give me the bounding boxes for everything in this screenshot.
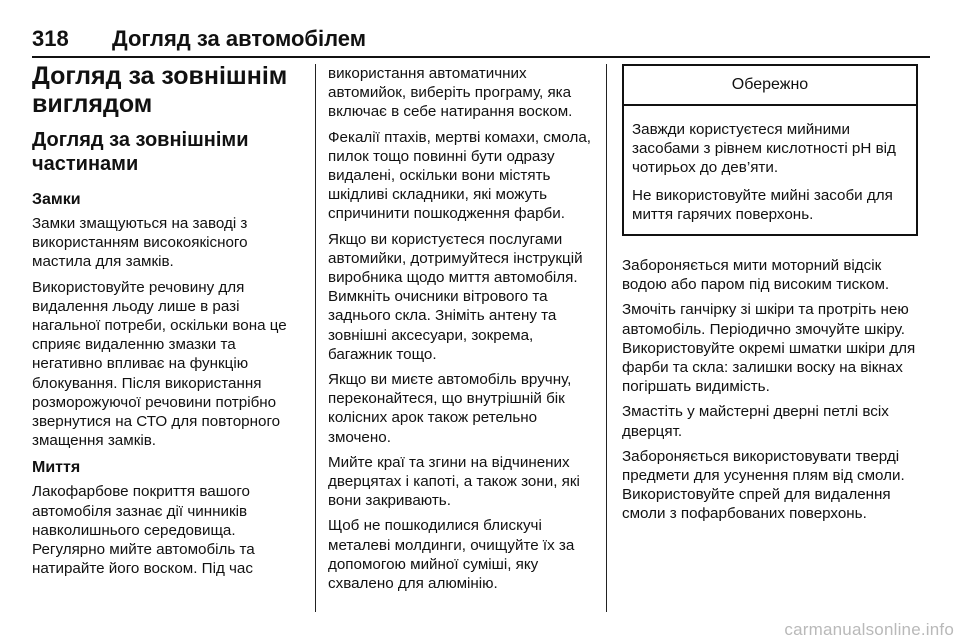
col2-paragraph-5: Мийте краї та згини на відчинених дверцятах і капоті, а також зони, які вони закривають. [328, 453, 580, 510]
column-divider-1 [315, 64, 316, 612]
caution-body [624, 106, 916, 234]
running-title: Догляд за автомобілем [112, 26, 367, 51]
subsection-title: Догляд за зовнішніми частинами [32, 129, 249, 175]
locks-paragraph-2: Використовуйте речовину для видалення льоду лише в разі нагальної потреби, оскільки вона це сприяє видаленню змазки та негативно впливає на функцію блокування. Після використання розморожуючої речовини потрібно звернутися на СТО для повторного змащення замків. [32, 278, 287, 450]
page-header [32, 26, 930, 56]
col2-paragraph-1: використання автоматичних автомийок, виберіть програму, яка включає в себе натирання воском. [328, 65, 573, 121]
caution-paragraph-1: Завжди користуєтеся мийними засобами з рівнем кислотності pH від чотирьох до дев’яти. [632, 121, 896, 177]
locks-paragraph-1: Замки змащуються на заводі з використанням високоякісного мастила для замків. [32, 215, 248, 271]
col2-paragraph-3: Якщо ви користуєтеся послугами автомийки, дотримуйтеся інструкцій виробника щодо миття автомобіля. Вимкніть очисники вітрового та заднього скла. Зніміть антену та зовнішні аксесуари, зокрема, багажник тощо. [328, 230, 583, 363]
column-3 [622, 64, 918, 530]
caution-paragraph-2: Не використовуйте мийні засоби для миття гарячих поверхонь. [632, 186, 893, 223]
locks-heading: Замки [32, 191, 81, 208]
section-title: Догляд за зовнішнім виглядом [32, 62, 288, 118]
col2-paragraph-6: Щоб не пошкодилися блискучі металеві молдинги, очищуйте їх за допомогою мийної суміші, яку схвалено для алюмінію. [328, 517, 575, 593]
col3-paragraph-2: Змочіть ганчірку зі шкіри та протріть нею автомобіль. Періодично змочуйте шкіру. Використовуйте окремі шматки шкіри для фарби та скла: залишки воску на вікнах погіршать видимість. [622, 301, 916, 396]
column-1 [32, 62, 304, 584]
col3-paragraph-4: Забороняється використовувати тверді предмети для усунення плям від смоли. Використовуйте спрей для видалення смоли з пофарбованих поверхонь. [622, 447, 905, 523]
col3-paragraph-3: Змастіть у майстерні дверні петлі всіх дверцят. [622, 403, 889, 440]
col2-paragraph-2: Фекалії птахів, мертві комахи, смола, пилок тощо повинні бути одразу видалені, оскільки вони містять шкідливі складники, які можуть спричинити пошкодження фарби. [328, 128, 591, 223]
wash-heading: Миття [32, 459, 81, 477]
page-number: 318 [32, 26, 69, 51]
watermark: carmanualsonline.info [784, 620, 954, 639]
col2-paragraph-4: Якщо ви миєте автомобіль вручну, переконайтеся, що внутрішній бік колісних арок також ретельно змочено. [328, 371, 572, 446]
caution-title: Обережно [624, 66, 916, 106]
header-rule [32, 56, 930, 58]
col3-paragraph-1: Забороняється мити моторний відсік водою або паром під високим тиском. [622, 257, 890, 294]
column-divider-2 [606, 64, 607, 612]
caution-box [622, 64, 918, 236]
column-2 [328, 64, 592, 599]
wash-paragraph-1: Лакофарбове покриття вашого автомобіля зазнає дії чинників навколишнього середовища. Регулярно мийте автомобіль та натирайте його воском. Під час [32, 483, 255, 578]
